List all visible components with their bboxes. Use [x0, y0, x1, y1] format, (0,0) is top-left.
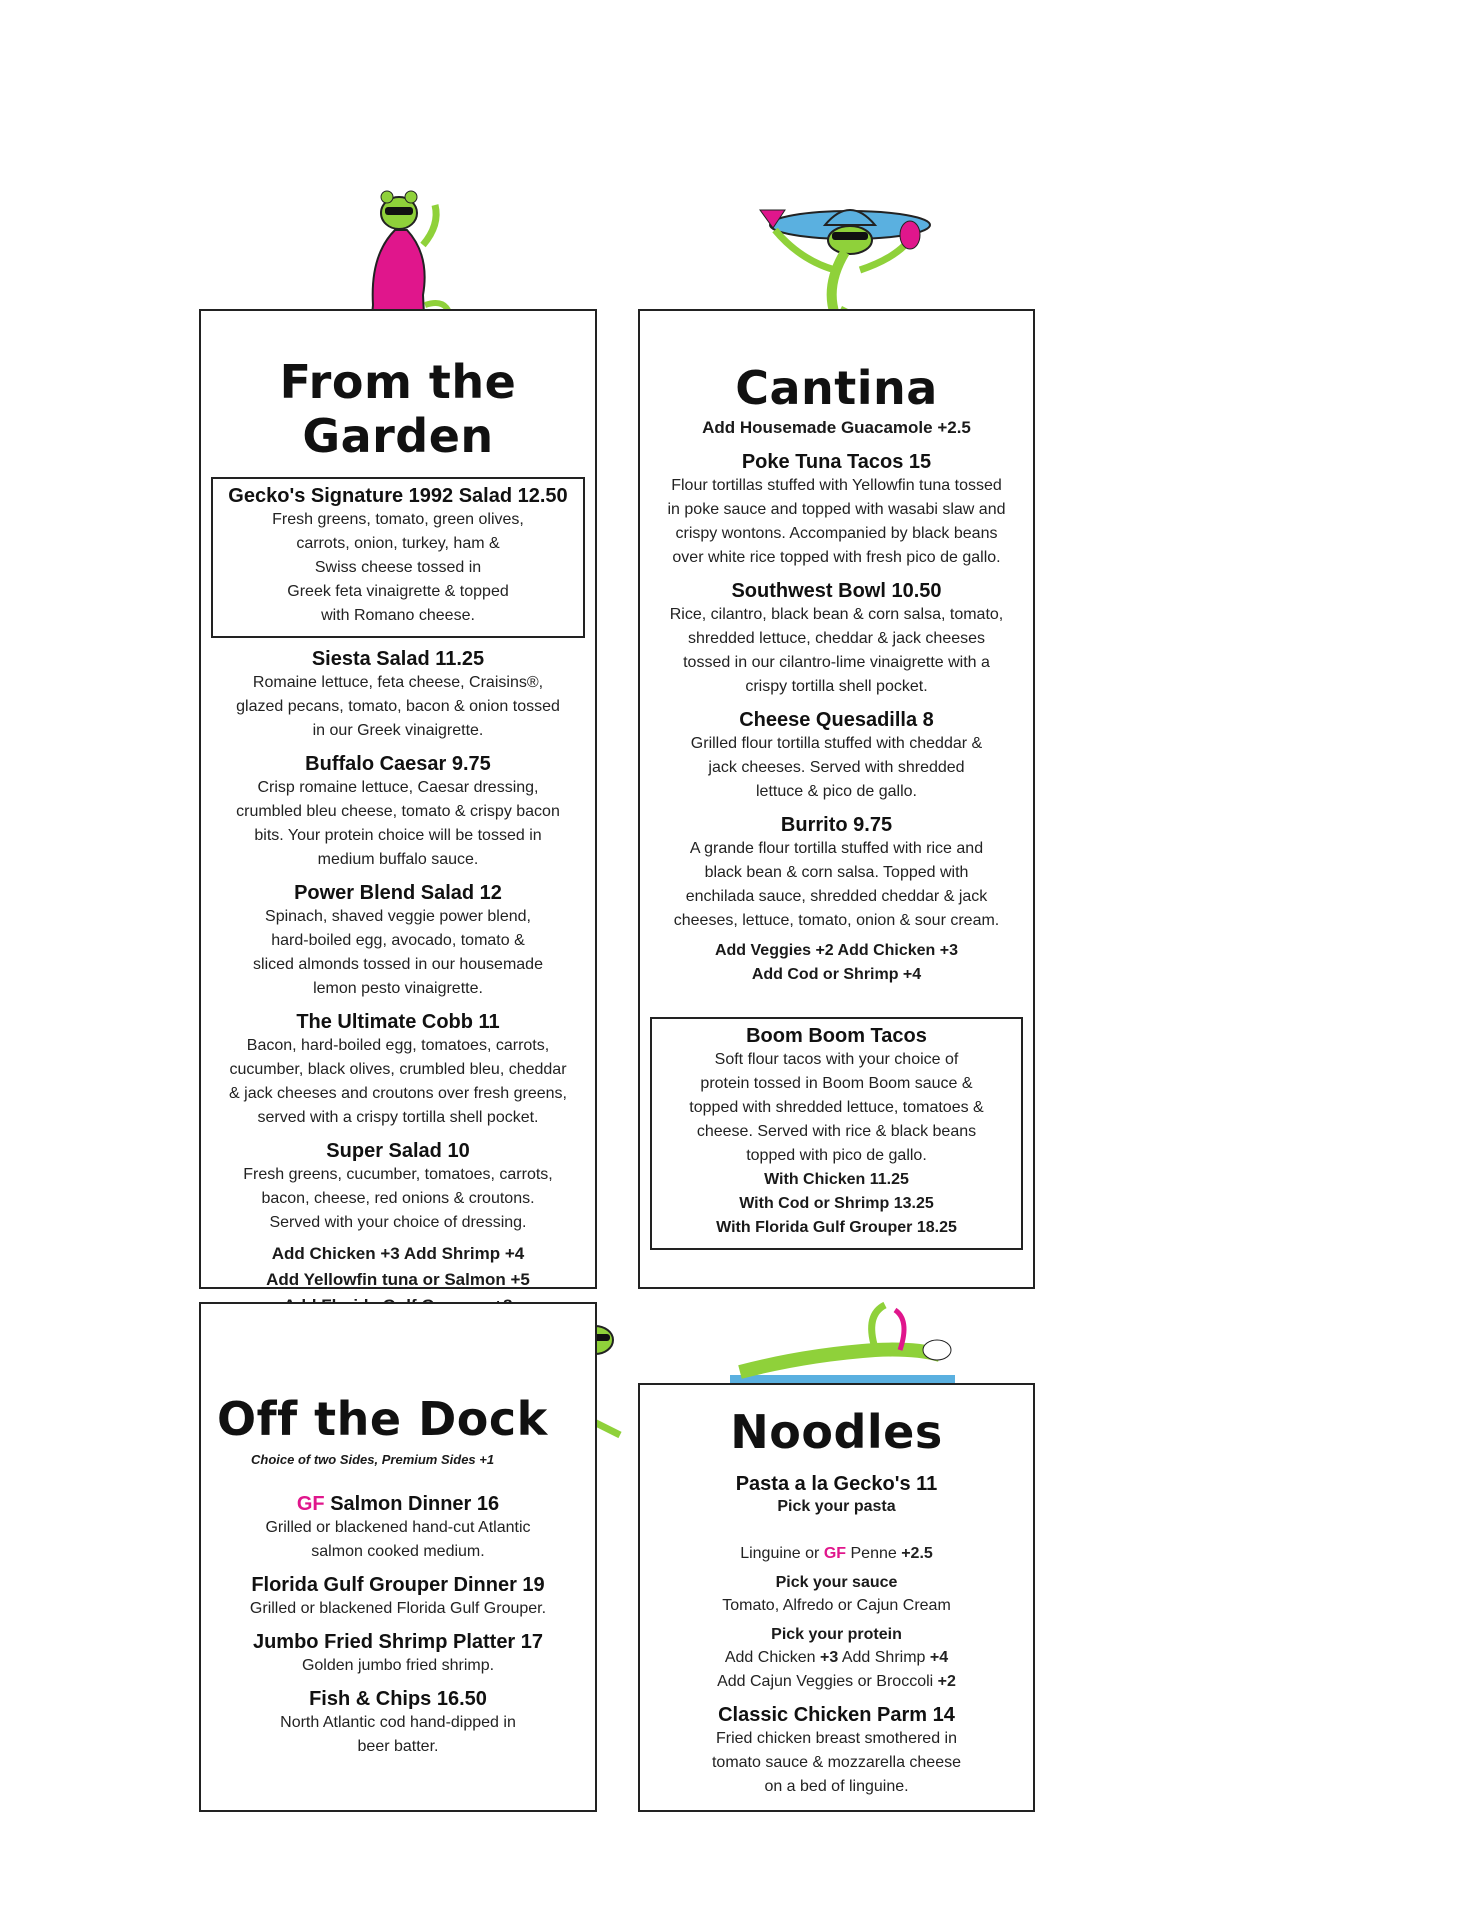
item-desc: Grilled or blackened Florida Gulf Grouper.: [249, 1600, 547, 1617]
cantina-addons: Add Veggies +2 Add Chicken +3 Add Cod or Shrimp +4: [714, 942, 959, 983]
item-desc: Crisp romaine lettuce, Caesar dressing, crumbled bleu cheese, tomato & crispy bacon bits. Your protein choice will be tossed in medium buffalo sauce.: [236, 779, 560, 868]
item-desc: A grande flour tortilla stuffed with rice and black bean & corn salsa. Topped with enchilada sauce, shredded cheddar & jack cheeses, lettuce, tomato, onion & sour cream.: [673, 840, 1000, 929]
garden-title: From the Garden: [279, 355, 517, 463]
gecko-lounging-icon: [725, 1300, 960, 1385]
menu-item: [640, 1704, 1033, 1799]
item-name: Boom Boom Tacos: [746, 1025, 927, 1047]
item-name: Siesta Salad 11.25: [311, 648, 485, 670]
item-desc: Fresh greens, tomato, green olives, carrots, onion, turkey, ham & Swiss cheese tossed in Greek feta vinaigrette & topped with Romano cheese.: [272, 511, 524, 624]
pasta-options: Linguine or GF Penne +2.5: [740, 1545, 933, 1562]
gf-badge: GF: [296, 1493, 325, 1515]
item-desc: Grilled or blackened hand-cut Atlantic salmon cooked medium.: [265, 1519, 531, 1560]
item-name: GF Salmon Dinner 16: [296, 1493, 500, 1515]
menu-item: [201, 1493, 595, 1564]
item-desc: Soft flour tacos with your choice of protein tossed in Boom Boom sauce & topped with shredded lettuce, tomatoes & cheese. Served with rice & black beans topped with pico de gallo.: [689, 1051, 984, 1164]
dock-note: Choice of two Sides, Premium Sides +1: [251, 1452, 495, 1467]
sauce-options: Tomato, Alfredo or Cajun Cream: [722, 1597, 951, 1614]
item-name: Florida Gulf Grouper Dinner 19: [251, 1574, 545, 1596]
item-name: Southwest Bowl 10.50: [731, 580, 942, 602]
item-desc: Golden jumbo fried shrimp.: [301, 1657, 495, 1674]
item-desc: North Atlantic cod hand-dipped in beer batter.: [280, 1714, 516, 1755]
menu-item: [201, 1688, 595, 1759]
item-desc: Fried chicken breast smothered in tomato sauce & mozzarella cheese on a bed of linguine.: [711, 1730, 961, 1795]
item-name: The Ultimate Cobb 11: [296, 1011, 500, 1033]
item-name: Gecko's Signature 1992 Salad 12.50: [228, 485, 568, 507]
pick-sauce-label: Pick your sauce: [775, 1574, 898, 1591]
menu-item: [201, 1574, 595, 1621]
protein-options: Add Cajun Veggies or Broccoli +2: [717, 1673, 956, 1690]
item-desc: Rice, cilantro, black bean & corn salsa, tomato, shredded lettuce, cheddar & jack cheeses tossed in our cilantro-lime vinaigrette with a crispy tortilla shell pocket.: [669, 606, 1004, 695]
menu-item: [640, 814, 1033, 933]
item-name: Power Blend Salad 12: [294, 882, 502, 904]
item-desc: Romaine lettuce, feta cheese, Craisins®, glazed pecans, tomato, bacon & onion tossed in our Greek vinaigrette.: [236, 674, 560, 739]
cantina-title: Cantina: [735, 361, 938, 415]
item-name: Pasta a la Gecko's 11: [735, 1473, 938, 1495]
item-desc: Flour tortillas stuffed with Yellowfin tuna tossed in poke sauce and topped with wasabi slaw and crispy wontons. Accompanied by black beans over white rice topped with fresh pico de gallo.: [667, 477, 1006, 566]
boom-boom-box: [650, 1017, 1023, 1250]
item-name: Burrito 9.75: [780, 814, 893, 836]
item-name: Buffalo Caesar 9.75: [305, 753, 491, 775]
noodles-panel: [638, 1383, 1035, 1812]
item-desc: Spinach, shaved veggie power blend, hard-boiled egg, avocado, tomato & sliced almonds tossed in our housemade lemon pesto vinaigrette.: [253, 908, 543, 997]
item-name: Super Salad 10: [326, 1140, 470, 1162]
boom-prices: With Chicken 11.25 With Cod or Shrimp 13.25 With Florida Gulf Grouper 18.25: [716, 1171, 957, 1236]
pick-protein-label: Pick your protein: [771, 1626, 902, 1643]
garden-addons: Add Chicken +3 Add Shrimp +4 Add Yellowfin tuna or Salmon +5: [266, 1244, 530, 1289]
item-desc: Bacon, hard-boiled egg, tomatoes, carrots, cucumber, black olives, crumbled bleu, cheddar & jack cheeses and croutons over fresh greens, served with a crispy tortilla shell pocket.: [229, 1037, 567, 1126]
pick-pasta-label: Pick your pasta: [777, 1498, 896, 1515]
item-name: Jumbo Fried Shrimp Platter 17: [252, 1631, 544, 1653]
item-desc: Grilled flour tortilla stuffed with cheddar & jack cheeses. Served with shredded lettuce & pico de gallo.: [690, 735, 983, 800]
cantina-subtitle: Add Housemade Guacamole +2.5: [702, 418, 971, 437]
menu-item: [201, 1631, 595, 1678]
item-desc: Fresh greens, cucumber, tomatoes, carrots, bacon, cheese, red onions & croutons. Served with your choice of dressing.: [243, 1166, 553, 1231]
menu-item: [640, 1473, 1033, 1694]
item-name: Fish & Chips 16.50: [309, 1688, 487, 1710]
menu-item: [640, 580, 1033, 699]
menu-item: [640, 451, 1033, 570]
dock-title: Off the Dock: [217, 1392, 548, 1446]
menu-item: [640, 709, 1033, 804]
item-name: Cheese Quesadilla 8: [739, 709, 934, 731]
gf-badge: GF: [823, 1545, 847, 1562]
cantina-panel: [638, 309, 1035, 1289]
menu-item: [201, 1140, 595, 1235]
protein-options: Add Chicken +3 Add Shrimp +4: [724, 1649, 949, 1666]
menu-item: [201, 648, 595, 743]
item-name: Poke Tuna Tacos 15: [741, 451, 932, 473]
noodles-title: Noodles: [730, 1405, 943, 1459]
garden-panel: [199, 309, 597, 1289]
item-name: Classic Chicken Parm 14: [718, 1704, 955, 1726]
menu-item: [201, 1011, 595, 1130]
signature-salad-box: [211, 477, 585, 638]
menu-item: [201, 882, 595, 1001]
menu-item: [201, 753, 595, 872]
dock-panel: [199, 1302, 597, 1812]
